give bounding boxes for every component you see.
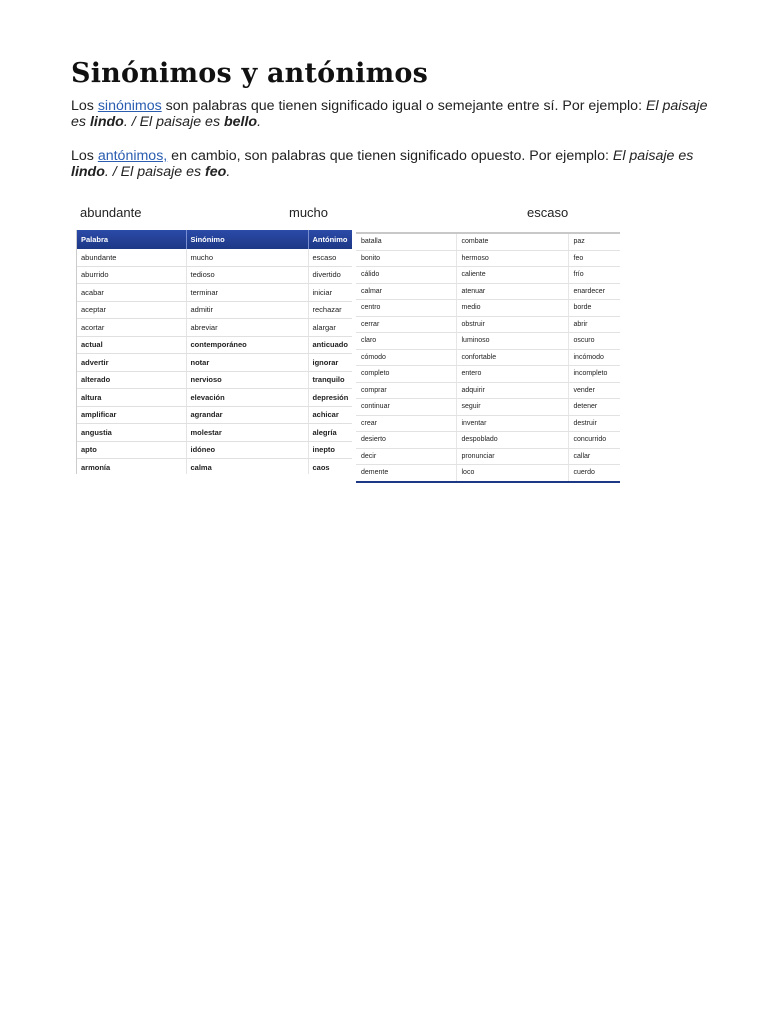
cell-antonym: vender	[568, 382, 620, 399]
page-title: Sinónimos y antónimos	[71, 58, 429, 89]
caption-synonym: mucho	[289, 205, 329, 220]
table-row	[356, 465, 620, 482]
cell-word: actual	[77, 336, 186, 354]
example-text: El paisaje es	[71, 98, 708, 130]
cell-synonym: pronunciar	[456, 448, 568, 465]
example-text: .	[257, 114, 262, 130]
cell-synonym: entero	[456, 366, 568, 383]
cell-synonym: contemporáneo	[186, 336, 308, 354]
paragraph-text: son palabras que tienen significado igual o semejante entre sí. Por ejemplo:	[161, 98, 646, 114]
example-text: El paisaje es	[612, 148, 694, 164]
cell-antonym: cuerdo	[568, 465, 620, 482]
cell-synonym: obstruir	[456, 316, 568, 333]
synonyms-antonyms-table-image-right	[356, 232, 620, 483]
cell-word: cálido	[356, 267, 456, 284]
table-row	[356, 234, 620, 250]
cell-word: claro	[356, 333, 456, 350]
example-word: bello	[223, 114, 258, 130]
cell-antonym: alargar	[308, 319, 352, 337]
example-word: lindo	[89, 114, 124, 130]
table-row	[77, 424, 352, 442]
cell-synonym: luminoso	[456, 333, 568, 350]
cell-synonym: seguir	[456, 399, 568, 416]
example-word: lindo	[71, 164, 105, 180]
cell-synonym: terminar	[186, 284, 308, 302]
paragraph-text: Los	[71, 98, 98, 114]
table-row	[356, 366, 620, 383]
cell-antonym: rechazar	[308, 301, 352, 319]
cell-antonym: feo	[568, 250, 620, 267]
cell-word: armonía	[77, 459, 186, 475]
cell-word: bonito	[356, 250, 456, 267]
table-row	[356, 283, 620, 300]
header-word: Palabra	[77, 230, 186, 249]
cell-word: amplificar	[77, 406, 186, 424]
table-row	[356, 448, 620, 465]
table-row	[356, 267, 620, 284]
antonyms-paragraph	[71, 148, 711, 180]
table-row	[356, 349, 620, 366]
example-text: . / El paisaje es	[104, 164, 206, 180]
cell-antonym: tranquilo	[308, 371, 352, 389]
cell-synonym: atenuar	[456, 283, 568, 300]
cell-antonym: enardecer	[568, 283, 620, 300]
cell-antonym: achicar	[308, 406, 352, 424]
cell-word: advertir	[77, 354, 186, 372]
cell-antonym: anticuado	[308, 336, 352, 354]
table-row	[77, 406, 352, 424]
cell-word: continuar	[356, 399, 456, 416]
table-row	[77, 336, 352, 354]
cell-antonym: callar	[568, 448, 620, 465]
cell-antonym: escaso	[308, 249, 352, 266]
cell-synonym: adquirir	[456, 382, 568, 399]
cell-synonym: confortable	[456, 349, 568, 366]
cell-synonym: nervioso	[186, 371, 308, 389]
cell-word: batalla	[356, 234, 456, 250]
header-antonym: Antónimo	[308, 230, 352, 249]
synonyms-antonyms-table-image-left	[76, 230, 352, 474]
table-row	[356, 333, 620, 350]
cell-synonym: mucho	[186, 249, 308, 266]
cell-word: abundante	[77, 249, 186, 266]
synonyms-link[interactable]: sinónimos	[97, 98, 162, 114]
cell-word: comprar	[356, 382, 456, 399]
cell-word: aburrido	[77, 266, 186, 284]
cell-word: acabar	[77, 284, 186, 302]
cell-antonym: concurrido	[568, 432, 620, 449]
cell-antonym: depresión	[308, 389, 352, 407]
cell-synonym: hermoso	[456, 250, 568, 267]
cell-antonym: ignorar	[308, 354, 352, 372]
cell-antonym: iniciar	[308, 284, 352, 302]
cell-antonym: destruir	[568, 415, 620, 432]
antonyms-link[interactable]: antónimos,	[97, 148, 168, 164]
cell-synonym: despoblado	[456, 432, 568, 449]
cell-synonym: tedioso	[186, 266, 308, 284]
paragraph-text: Los	[71, 148, 98, 164]
cell-antonym: caos	[308, 459, 352, 475]
cell-synonym: agrandar	[186, 406, 308, 424]
cell-antonym: divertido	[308, 266, 352, 284]
synonyms-paragraph	[71, 98, 711, 130]
cell-antonym: borde	[568, 300, 620, 317]
table-row	[77, 371, 352, 389]
table-row	[356, 300, 620, 317]
cell-word: cómodo	[356, 349, 456, 366]
table-row	[356, 250, 620, 267]
table-row	[356, 399, 620, 416]
cell-synonym: loco	[456, 465, 568, 482]
cell-word: alterado	[77, 371, 186, 389]
table-row	[356, 432, 620, 449]
table-row	[77, 319, 352, 337]
cell-word: demente	[356, 465, 456, 482]
cell-synonym: combate	[456, 234, 568, 250]
cell-synonym: calma	[186, 459, 308, 475]
cell-word: calmar	[356, 283, 456, 300]
cell-antonym: incómodo	[568, 349, 620, 366]
cell-word: angustia	[77, 424, 186, 442]
example-text: . / El paisaje es	[123, 114, 224, 130]
cell-synonym: medio	[456, 300, 568, 317]
cell-antonym: paz	[568, 234, 620, 250]
cell-word: acortar	[77, 319, 186, 337]
cell-word: altura	[77, 389, 186, 407]
cell-word: cerrar	[356, 316, 456, 333]
cell-antonym: inepto	[308, 441, 352, 459]
cell-word: centro	[356, 300, 456, 317]
table-row	[77, 389, 352, 407]
table-row	[77, 249, 352, 266]
table-row	[77, 459, 352, 475]
cell-synonym: elevación	[186, 389, 308, 407]
table-row	[356, 415, 620, 432]
table-header-row	[77, 230, 352, 249]
paragraph-text: en cambio, son palabras que tienen significado opuesto. Por ejemplo:	[167, 148, 613, 164]
cell-antonym: oscuro	[568, 333, 620, 350]
example-word: feo	[205, 164, 227, 180]
cell-word: completo	[356, 366, 456, 383]
cell-antonym: abrir	[568, 316, 620, 333]
cell-word: desierto	[356, 432, 456, 449]
caption-antonym: escaso	[527, 205, 569, 220]
cell-synonym: admitir	[186, 301, 308, 319]
cell-synonym: idóneo	[186, 441, 308, 459]
table-row	[77, 354, 352, 372]
cell-word: apto	[77, 441, 186, 459]
cell-antonym: incompleto	[568, 366, 620, 383]
cell-synonym: abreviar	[186, 319, 308, 337]
caption-word: abundante	[80, 205, 142, 220]
table-row	[356, 316, 620, 333]
table-row	[77, 266, 352, 284]
table-row	[77, 301, 352, 319]
table-row	[77, 284, 352, 302]
cell-antonym: frío	[568, 267, 620, 284]
cell-word: decir	[356, 448, 456, 465]
cell-synonym: molestar	[186, 424, 308, 442]
cell-synonym: notar	[186, 354, 308, 372]
cell-synonym: inventar	[456, 415, 568, 432]
table-row	[77, 441, 352, 459]
cell-word: crear	[356, 415, 456, 432]
header-synonym: Sinónimo	[186, 230, 308, 249]
cell-synonym: caliente	[456, 267, 568, 284]
table-row	[356, 382, 620, 399]
cell-word: aceptar	[77, 301, 186, 319]
cell-antonym: alegría	[308, 424, 352, 442]
cell-antonym: detener	[568, 399, 620, 416]
example-text: .	[226, 164, 231, 180]
